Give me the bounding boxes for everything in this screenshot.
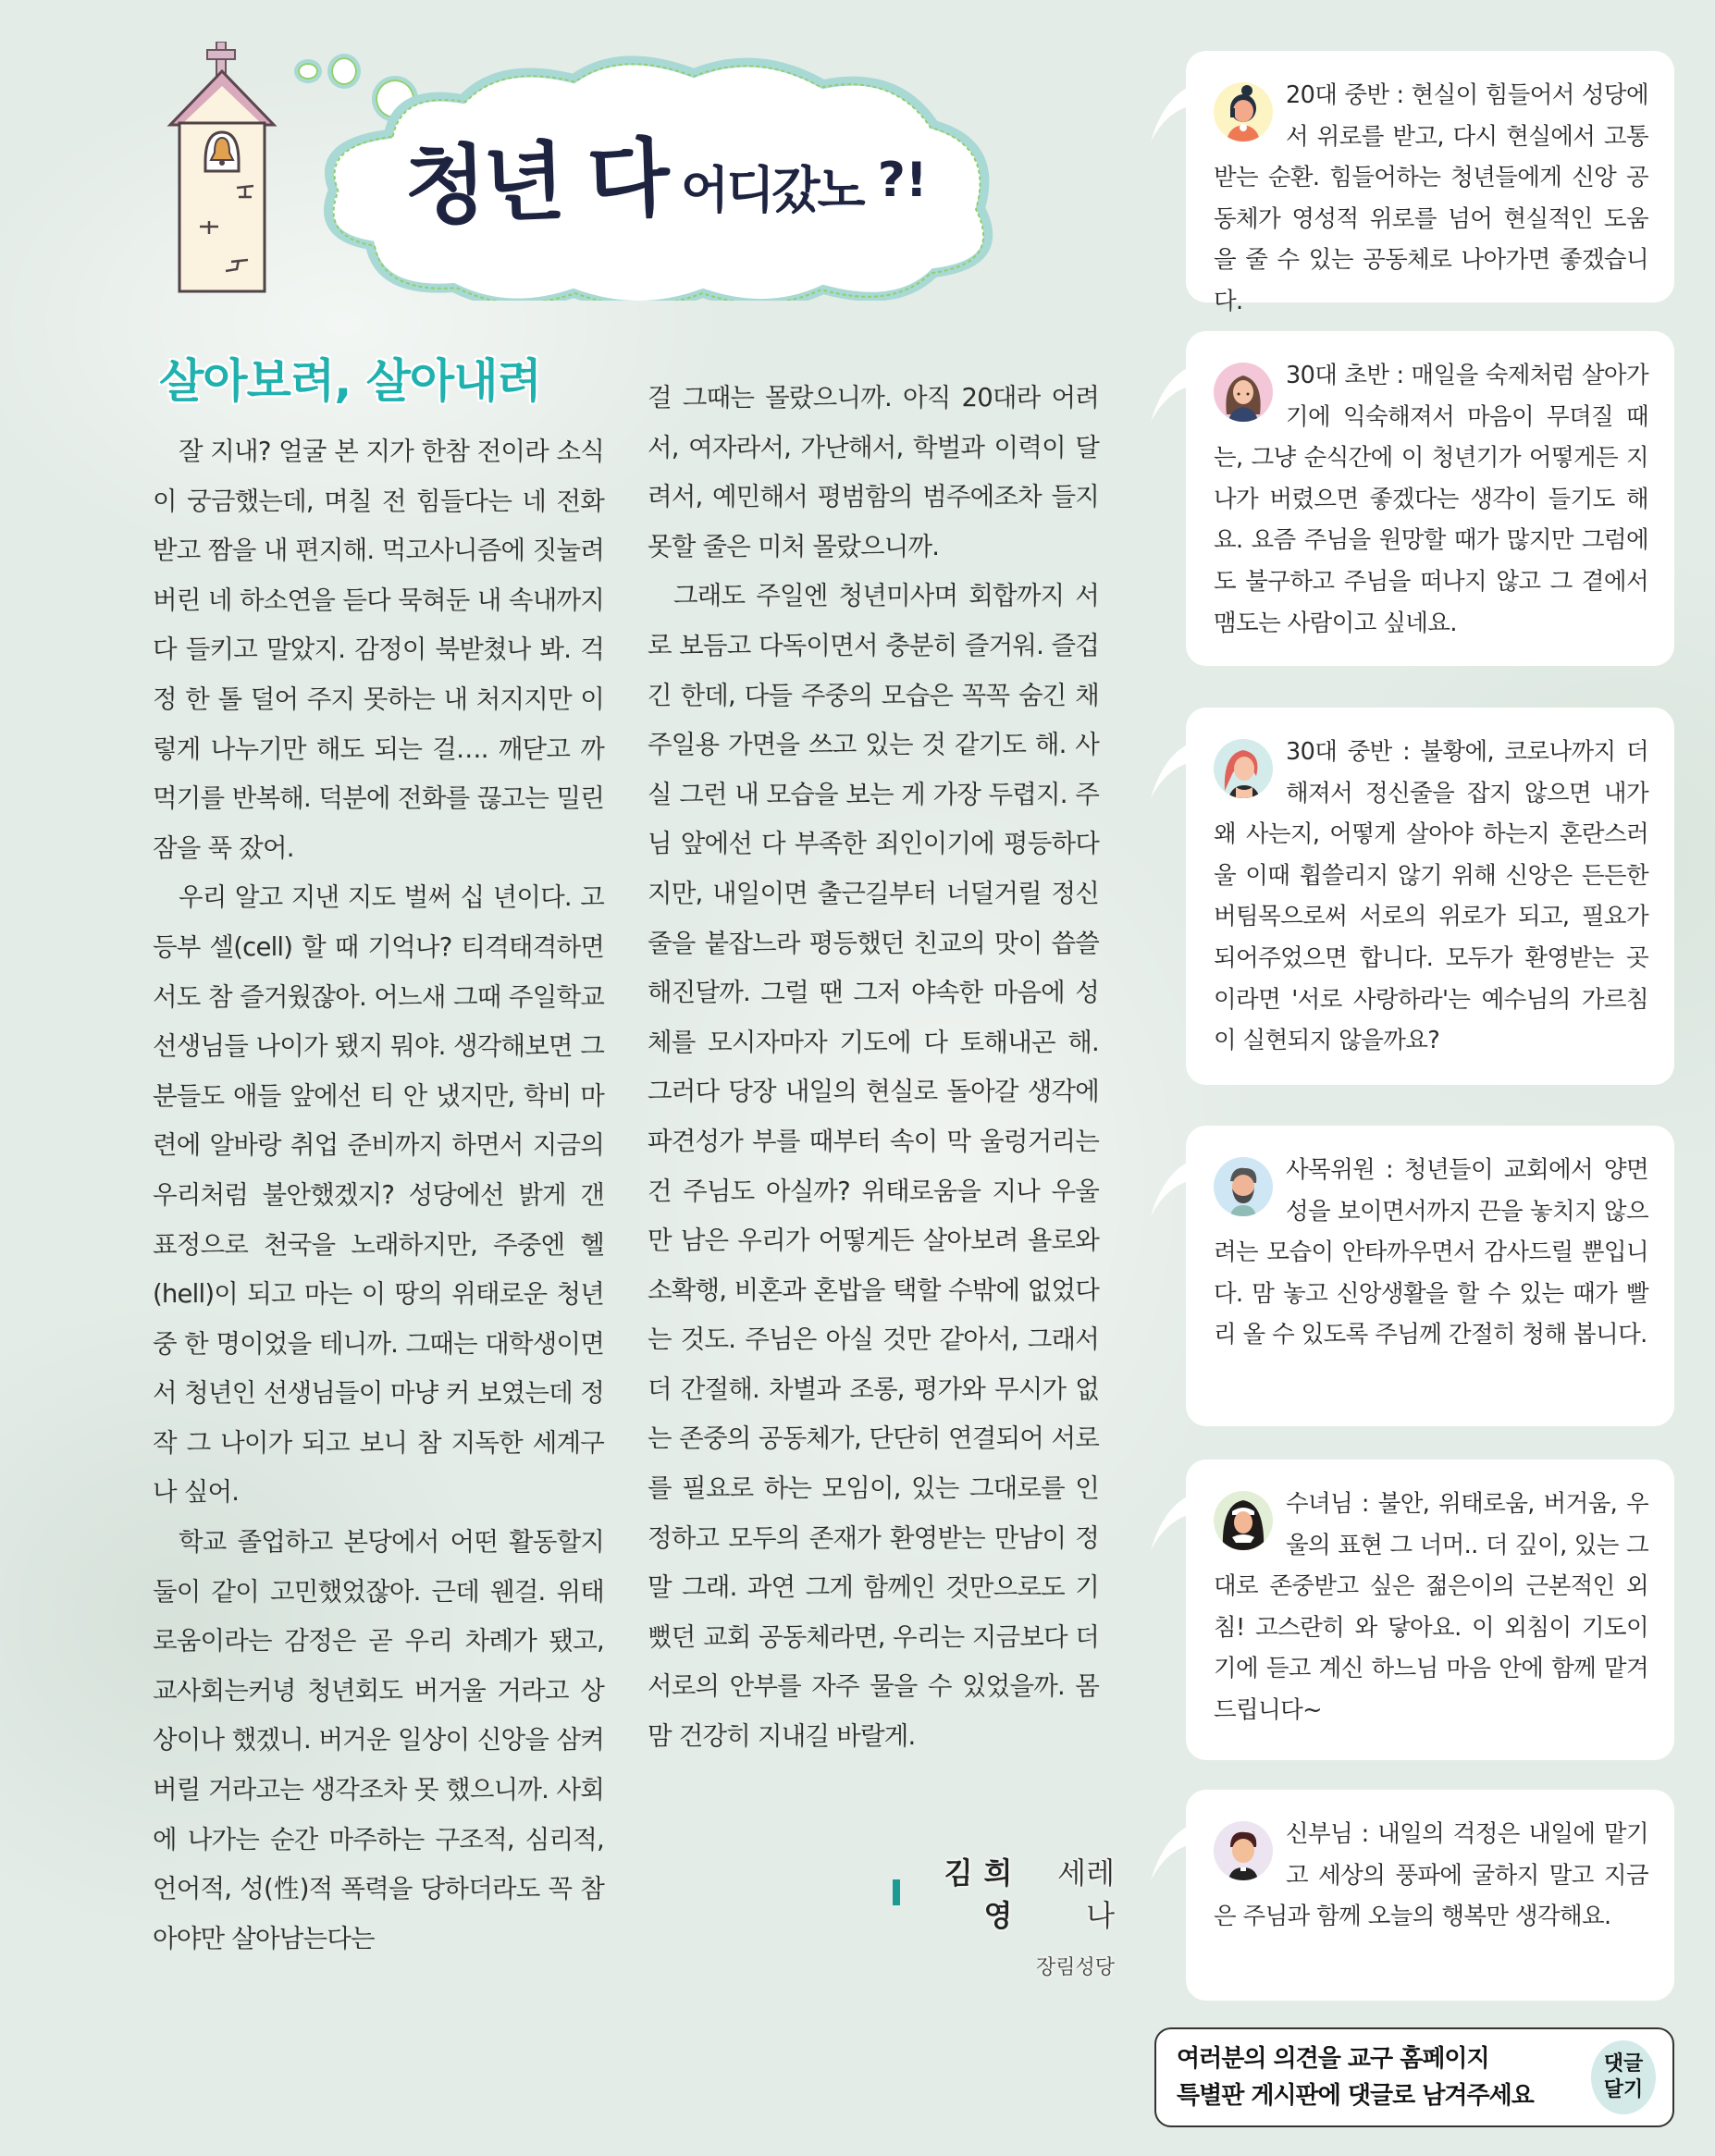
comment-call-to-action <box>1154 2027 1674 2127</box>
speech-tail-icon <box>1151 733 1206 807</box>
speech-tail-icon <box>1151 1152 1206 1226</box>
article-column-1 <box>153 427 604 1964</box>
speech-tail-icon <box>1151 1485 1206 1559</box>
article-paragraph: 그래도 주일엔 청년미사며 회합까지 서로 보듬고 다독이면서 충분히 즐거워. 즐겁긴 한데, 다들 주중의 모습은 꼭꼭 숨긴 채 주일용 가면을 쓰고 있는 것 같기도 해. 사실 그런 내 모습을 보는 게 가장 두렵지. 주님 앞에선 다 부족한 죄인이기에 평등하다지만, 내일이면 출근길부터 너덜거릴 정신줄을 붙잡느라 평등했던 친교의 맛이 씁쓸해진달까. 그럴 땐 그저 야속한 마음에 성체를 모시자마자 기도에 다 토해내곤 해. 그러다 당장 내일의 현실로 돌아갈 생각에 파견성가 부를 때부터 속이 막 울렁거리는 건 주님도 아실까? 위태로움을 지나 우울만 남은 우리가 어떻게든 살아보려 욜로와 소확행, 비혼과 혼밥을 택할 수밖에 없었다는 것도. 주님은 아실 것만 같아서, 그래서 더 간절해. 차별과 조롱, 평가와 무시가 없는 존중의 공동체가, 단단히 연결되어 서로를 필요로 하는 모임이, 있는 그대로를 인정하고 모두의 존재가 환영받는 만남이 정말 그래. 과연 그게 함께인 것만으로도 기뻤던 교회 공동체라면, 우리는 지금보다 더 서로의 안부를 자주 물을 수 있었을까. 몸 맘 건강히 지내길 바랄게. <box>648 581 1099 1752</box>
author-parish: 장림성당 <box>1035 1956 1115 1979</box>
opinion-text: 현실이 힘들어서 성당에서 위로를 받고, 다시 현실에서 고통받는 순환. 힘들어하는 청년들에게 신앙 공동체가 영성적 위로를 넘어 현실적인 도움을 줄 수 있는 공동체로 나아가면 좋겠습니다. <box>1214 81 1649 315</box>
byline-bar <box>893 1879 900 1905</box>
title-mark: ?! <box>877 153 928 208</box>
author-byline <box>893 1850 1115 1980</box>
author-saint-name: 세레나 <box>1057 1855 1115 1933</box>
author-name: 김희영 <box>944 1855 1024 1933</box>
opinion-text: 불황에, 코로나까지 더해져서 정신줄을 잡지 않으면 내가 왜 사는지, 어떻게 살아야 하는지 혼란스러울 이때 휩쓸리지 않기 위해 신앙은 든든한 버팀목으로써 서로의 위로가 되고, 필요가 되어주었으면 합니다. 모두가 환영받는 곳이라면 '서로 사랑하라'는 예수님의 가르침이 실현되지 않을까요? <box>1214 738 1648 1055</box>
opinion-text: 내일의 걱정은 내일에 맡기고 세상의 풍파에 굴하지 말고 지금은 주님과 함께 오늘의 행복만 생각해요. <box>1214 1820 1648 1931</box>
speech-tail-icon <box>1151 357 1206 431</box>
article-paragraph: 우리 알고 지낸 지도 벌써 십 년이다. 고등부 셀(cell) 할 때 기억나? 티격태격하면서도 참 즐거웠잖아. 어느새 그때 주일학교 선생님들 나이가 됐지 뭐야. 생각해보면 그분들도 애들 앞에선 티 안 냈지만, 학비 마련에 알바랑 취업 준비까지 하면서 지금의 우리처럼 불안했겠지? 성당에선 밝게 갠 표정으로 천국을 노래하지만, 주중엔 헬(hell)이 되고 마는 이 땅의 위태로운 청년 중 한 명이었을 테니까. 그때는 대학생이면서 청년인 선생님들이 마냥 커 보였는데 정작 그 나이가 되고 보니 참 지독한 세계구나 싶어. <box>153 882 604 1508</box>
article-column-2 <box>648 374 1099 1762</box>
opinion-speaker: 사목위원 <box>1286 1156 1376 1184</box>
nun-avatar-icon <box>1214 1491 1273 1550</box>
leave-comment-button[interactable]: 댓글 달기 <box>1591 2040 1656 2114</box>
woman-long-hair-avatar-icon <box>1214 363 1273 422</box>
title-sub: 어디갔노 <box>681 160 863 219</box>
opinion-card: 사목위원 : 청년들이 교회에서 양면성을 보이면서까지 끈을 놓치지 않으려는 모습이 안타까우면서 감사드릴 뿐입니다. 맘 놓고 신앙생활을 할 수 있는 때가 빨리 올 수 있도록 주님께 간절히 청해 봅니다. <box>1186 1126 1674 1426</box>
opinion-speaker: 수녀님 <box>1286 1490 1353 1518</box>
opinion-card: 신부님 : 내일의 걱정은 내일에 맡기고 세상의 풍파에 굴하지 말고 지금은 주님과 함께 오늘의 행복만 생각해요. <box>1186 1790 1674 2001</box>
opinion-card: 30대 초반 : 매일을 숙제처럼 살아가기에 익숙해져서 마음이 무뎌질 때는, 그냥 순식간에 이 청년기가 어떻게든 지나가 버렸으면 좋겠다는 생각이 들기도 해요. 요즘 주님을 원망할 때가 많지만 그럼에도 불구하고 주님을 떠나지 않고 그 곁에서 맴도는 사람이고 싶네요. <box>1186 331 1674 666</box>
opinion-speaker: 30대 초반 <box>1286 362 1389 389</box>
article-paragraph: 잘 지내? 얼굴 본 지가 한참 전이라 소식이 궁금했는데, 며칠 전 힘들다는 네 전화 받고 짬을 내 편지해. 먹고사니즘에 짓눌려버린 네 하소연을 듣다 묵혀둔 내 속내까지 다 들키고 말았지. 감정이 북받쳤나 봐. 걱정 한 톨 덜어 주지 못하는 내 처지지만 이렇게 나누기만 해도 되는 걸…. 깨닫고 까먹기를 반복해. 덕분에 전화를 끊고는 밀린 잠을 푹 잤어. <box>153 437 604 863</box>
cta-message: 여러분의 의견을 교구 홈페이지 특별판 게시판에 댓글로 남겨주세요 <box>1177 2045 1534 2110</box>
priest-avatar-icon <box>1214 1821 1273 1880</box>
opinion-card: 30대 중반 : 불황에, 코로나까지 더해져서 정신줄을 잡지 않으면 내가 왜 사는지, 어떻게 살아야 하는지 혼란스러울 이때 휩쓸리지 않기 위해 신앙은 든든한 버팀목으로써 서로의 위로가 되고, 필요가 되어주었으면 합니다. 모두가 환영받는 곳이라면 '서로 사랑하라'는 예수님의 가르침이 실현되지 않을까요? <box>1186 708 1674 1085</box>
article-paragraph: 학교 졸업하고 본당에서 어떤 활동할지 둘이 같이 고민했었잖아. 근데 웬걸. 위태로움이라는 감정은 곧 우리 차례가 됐고, 교사회는커녕 청년회도 버거울 거라고 상상이나 했겠니. 버거운 일상이 신앙을 삼켜버릴 거라고는 생각조차 못 했으니까. 사회에 나가는 순간 마주하는 구조적, 심리적, 언어적, 성(性)적 폭력을 당하더라도 꼭 참아야만 살아남는다는 <box>153 1527 604 1953</box>
article-paragraph: 걸 그때는 몰랐으니까. 아직 20대라 어려서, 여자라서, 가난해서, 학벌과 이력이 달려서, 예민해서 평범함의 범주에조차 들지 못할 줄은 미처 몰랐으니까. <box>648 383 1099 561</box>
opinion-text: 불안, 위태로움, 버거움, 우울의 표현 그 너머.. 더 깊이, 있는 그대로 존중받고 싶은 젊은이의 근본적인 외침! 고스란히 와 닿아요. 이 외침이 기도이기에 듣고 계신 하느님 마음 안에 함께 맡겨 드립니다~ <box>1214 1490 1648 1724</box>
speech-tail-icon <box>1151 77 1206 151</box>
bearded-man-avatar-icon <box>1214 1157 1273 1216</box>
opinion-speaker: 20대 중반 <box>1286 81 1389 109</box>
title-main: 청년 다 <box>402 129 669 237</box>
article-headline: 살아보려, 살아내려 <box>159 354 541 408</box>
opinion-card: 20대 중반 : 현실이 힘들어서 성당에서 위로를 받고, 다시 현실에서 고통받는 순환. 힘들어하는 청년들에게 신앙 공동체가 영성적 위로를 넘어 현실적인 도움을 줄 수 있는 공동체로 나아가면 좋겠습니다. <box>1186 51 1674 302</box>
opinion-card: 수녀님 : 불안, 위태로움, 버거움, 우울의 표현 그 너머.. 더 깊이, 있는 그대로 존중받고 싶은 젊은이의 근본적인 외침! 고스란히 와 닿아요. 이 외침이 기도이기에 듣고 계신 하느님 마음 안에 함께 맡겨 드립니다~ <box>1186 1460 1674 1760</box>
page-title <box>370 111 962 240</box>
church-tower-icon <box>167 42 278 296</box>
opinion-speaker: 신부님 <box>1286 1820 1353 1848</box>
opinion-speaker: 30대 중반 <box>1286 738 1392 766</box>
opinion-text: 매일을 숙제처럼 살아가기에 익숙해져서 마음이 무뎌질 때는, 그냥 순식간에 이 청년기가 어떻게든 지나가 버렸으면 좋겠다는 생각이 들기도 해요. 요즘 주님을 원망할 때가 많지만 그럼에도 불구하고 주님을 떠나지 않고 그 곁에서 맴도는 사람이고 싶네요. <box>1214 362 1649 637</box>
woman-red-hair-avatar-icon <box>1214 739 1273 798</box>
young-woman-bun-avatar-icon <box>1214 82 1273 142</box>
speech-tail-icon <box>1151 1816 1206 1890</box>
opinion-text: 청년들이 교회에서 양면성을 보이면서까지 끈을 놓치지 않으려는 모습이 안타까우면서 감사드릴 뿐입니다. 맘 놓고 신앙생활을 할 수 있는 때가 빨리 올 수 있도록 주님께 간절히 청해 봅니다. <box>1214 1156 1648 1349</box>
